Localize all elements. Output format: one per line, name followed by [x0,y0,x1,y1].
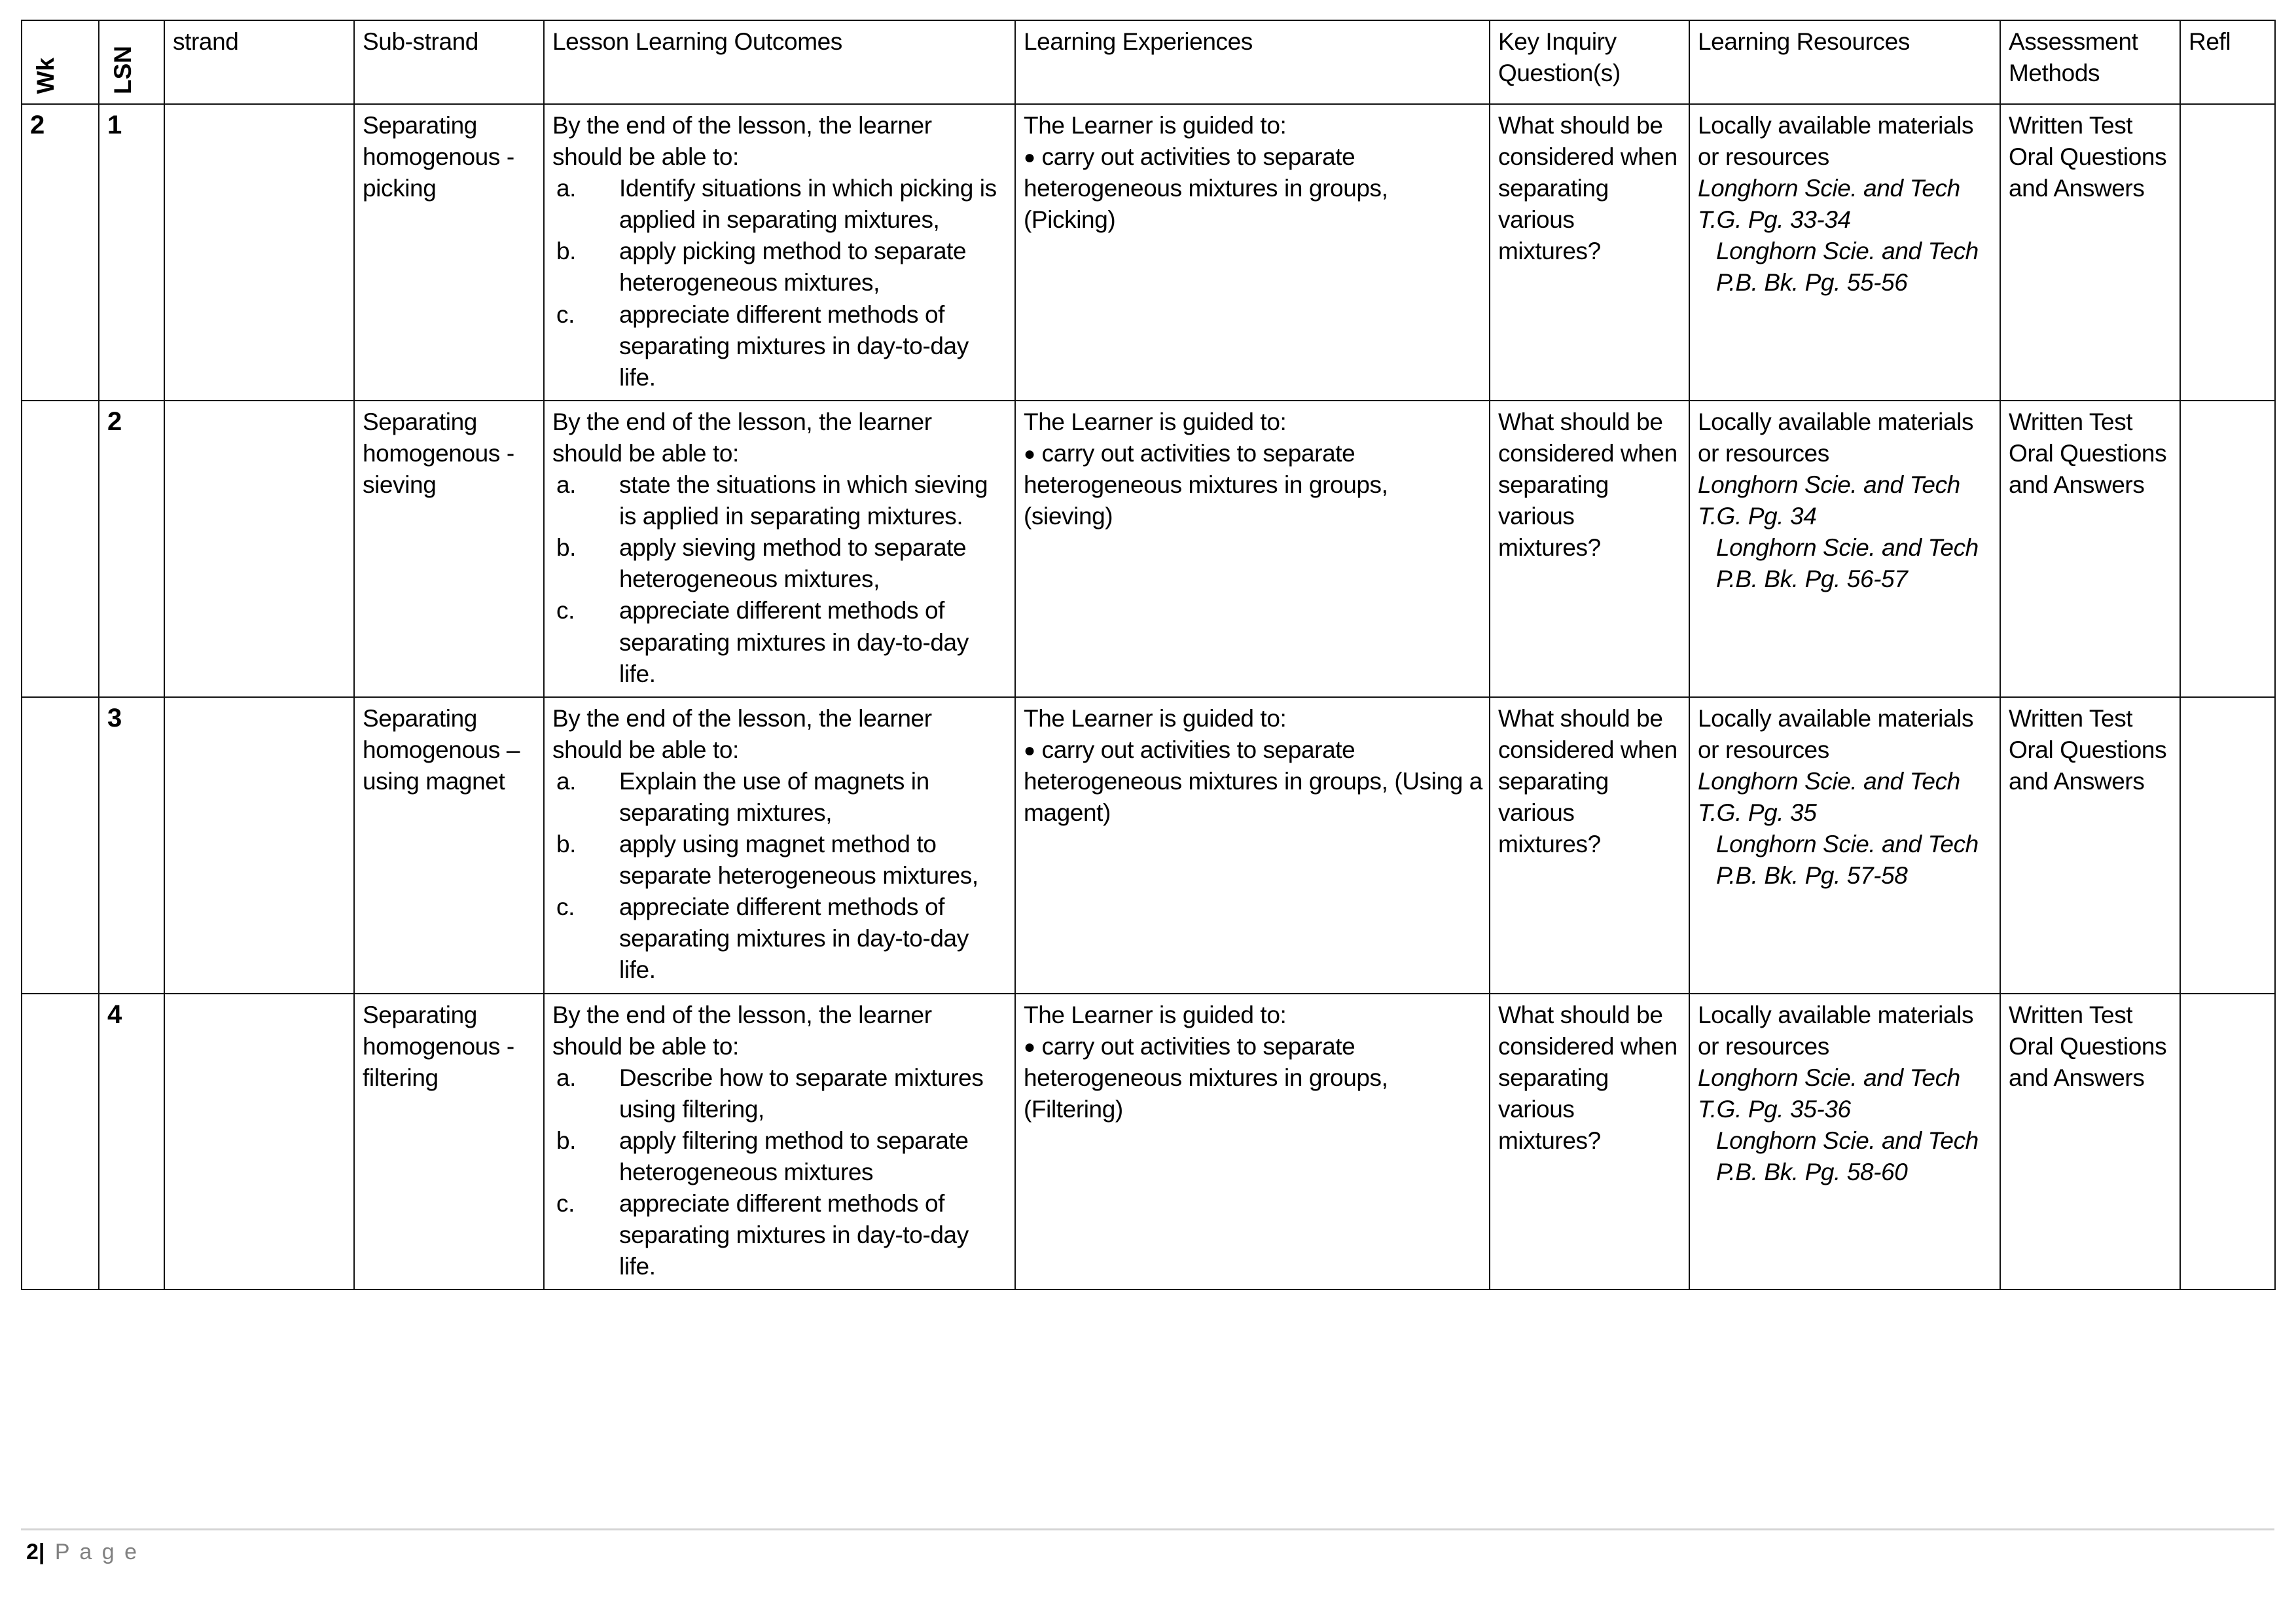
assessment-line: Oral Questions [2009,439,2167,467]
outcome-text: apply sieving method to separate heterogeneous mixtures, [619,534,967,593]
experiences-lead: The Learner is guided to: [1024,704,1287,732]
outcome-item [552,1188,1008,1282]
outcomes-lead: By the end of the lesson, the learner should be able to: [552,112,932,171]
cell-key-inquiry-question: What should be considered when separating various mixtures? [1490,401,1689,697]
outcome-text: state the situations in which sieving is applied in separating mixtures. [619,471,988,530]
resources-generic: Locally available materials or resources [1698,408,1974,467]
cell-strand [164,104,354,401]
outcome-item [552,766,1008,829]
experiences-bullet-text: carry out activities to separate heterogeneous mixtures in groups, (Using a magent) [1024,736,1482,826]
outcome-marker: c. [556,893,575,921]
header-assessment-methods [2000,20,2180,104]
outcome-item [552,532,1008,595]
assessment-line: Written Test [2009,408,2133,435]
experiences-bullet-line [1024,734,1482,829]
resources-generic: Locally available materials or resources [1698,704,1974,763]
header-assessment-line1: Assessment [2009,28,2138,55]
cell-learning-experiences [1015,697,1490,994]
cell-key-inquiry-question: What should be considered when separating various mixtures? [1490,697,1689,994]
cell-sub-strand: Separating homogenous - filtering [354,994,544,1290]
cell-refl [2180,994,2275,1290]
assessment-line: and Answers [2009,471,2145,499]
cell-assessment-methods [2000,994,2180,1290]
cell-strand [164,697,354,994]
experiences-lead: The Learner is guided to: [1024,1001,1287,1028]
cell-learning-resources [1689,994,2000,1290]
cell-lesson-learning-outcomes [544,697,1015,994]
cell-lesson-number [99,104,164,401]
assessment-line: Written Test [2009,704,2133,732]
cell-strand [164,401,354,697]
cell-week [22,104,99,401]
outcome-item [552,299,1008,393]
cell-lesson-number [99,697,164,994]
bullet-icon: ● [1024,1036,1035,1058]
footer-page-number: 2 [26,1540,39,1564]
resources-teachers-guide: Longhorn Scie. and Tech T.G. Pg. 33-34 [1698,175,1960,234]
header-lsn-label: LSN [109,45,136,94]
resources-teachers-guide: Longhorn Scie. and Tech T.G. Pg. 35 [1698,767,1960,826]
cell-learning-experiences [1015,104,1490,401]
outcomes-lead: By the end of the lesson, the learner should be able to: [552,1001,932,1060]
outcomes-list [552,469,1008,690]
table-row [22,697,2275,994]
resources-pupils-book: Longhorn Scie. and Tech P.B. Bk. Pg. 55-56 [1716,238,1979,297]
assessment-line: Written Test [2009,112,2133,139]
assessment-line: Written Test [2009,1001,2133,1028]
resources-pupils-book: Longhorn Scie. and Tech P.B. Bk. Pg. 58-60 [1716,1127,1979,1185]
cell-refl [2180,401,2275,697]
page-footer [21,1528,2274,1565]
outcome-marker: c. [556,300,575,328]
footer-separator: | [38,1540,47,1564]
outcome-item [552,829,1008,892]
experiences-bullet-text: carry out activities to separate heterogeneous mixtures in groups, (Filtering) [1024,1032,1388,1123]
outcome-marker: b. [556,831,577,858]
cell-refl [2180,104,2275,401]
assessment-line: and Answers [2009,175,2145,202]
bullet-icon: ● [1024,147,1035,169]
header-strand: strand [164,20,354,104]
cell-learning-experiences [1015,401,1490,697]
header-learning-resources: Learning Resources [1689,20,2000,104]
outcome-marker: b. [556,1127,577,1154]
bullet-icon: ● [1024,442,1035,465]
bullet-icon: ● [1024,739,1035,761]
table-row [22,104,2275,401]
assessment-line: Oral Questions [2009,1032,2167,1060]
week-number: 2 [30,111,45,139]
experiences-bullet-line [1024,141,1482,236]
experiences-bullet-text: carry out activities to separate heterogeneous mixtures in groups, (Picking) [1024,143,1388,234]
outcome-item [552,892,1008,986]
outcome-item [552,469,1008,532]
outcome-text: appreciate different methods of separating mixtures in day-to-day life. [619,300,969,391]
outcome-item [552,1062,1008,1125]
cell-lesson-number [99,994,164,1290]
header-wk-label: Wk [32,58,59,94]
outcome-marker: a. [556,1064,577,1091]
table-row [22,401,2275,697]
footer-divider [21,1528,2274,1530]
experiences-bullet-text: carry out activities to separate heterogeneous mixtures in groups, (sieving) [1024,439,1388,530]
table-header [22,20,2275,104]
table-body [22,104,2275,1290]
resources-generic: Locally available materials or resources [1698,112,1974,171]
cell-lesson-number [99,401,164,697]
outcome-marker: c. [556,597,575,624]
resources-generic: Locally available materials or resources [1698,1001,1974,1060]
header-key-inquiry-questions [1490,20,1689,104]
outcome-text: apply picking method to separate heterogeneous mixtures, [619,238,967,297]
outcomes-lead: By the end of the lesson, the learner should be able to: [552,704,932,763]
cell-sub-strand: Separating homogenous – using magnet [354,697,544,994]
cell-assessment-methods [2000,697,2180,994]
assessment-line: Oral Questions [2009,143,2167,171]
cell-key-inquiry-question: What should be considered when separating various mixtures? [1490,994,1689,1290]
outcomes-list [552,1062,1008,1283]
outcome-marker: b. [556,534,577,562]
outcome-item [552,236,1008,298]
cell-sub-strand: Separating homogenous - sieving [354,401,544,697]
cell-lesson-learning-outcomes [544,994,1015,1290]
cell-assessment-methods [2000,104,2180,401]
outcomes-list [552,173,1008,393]
outcome-item [552,595,1008,689]
experiences-bullet-line [1024,1031,1482,1125]
experiences-lead: The Learner is guided to: [1024,408,1287,435]
experiences-bullet-line [1024,438,1482,532]
cell-key-inquiry-question: What should be considered when separating various mixtures? [1490,104,1689,401]
resources-pupils-book: Longhorn Scie. and Tech P.B. Bk. Pg. 57-58 [1716,831,1979,890]
outcomes-list [552,766,1008,986]
lesson-number: 2 [107,406,122,436]
outcome-text: appreciate different methods of separating mixtures in day-to-day life. [619,597,969,687]
cell-sub-strand: Separating homogenous - picking [354,104,544,401]
cell-learning-resources [1689,697,2000,994]
outcome-text: Explain the use of magnets in separating mixtures, [619,767,929,826]
header-key-inquiry-line1: Key Inquiry [1498,28,1617,55]
outcome-text: appreciate different methods of separating mixtures in day-to-day life. [619,1190,969,1280]
header-refl: Refl [2180,20,2275,104]
header-wk [22,20,99,104]
outcome-text: apply using magnet method to separate heterogeneous mixtures, [619,831,978,890]
outcome-item [552,173,1008,236]
resources-pupils-book: Longhorn Scie. and Tech P.B. Bk. Pg. 56-57 [1716,534,1979,593]
outcome-marker: a. [556,471,577,499]
outcome-marker: c. [556,1190,575,1218]
cell-week [22,401,99,697]
cell-learning-resources [1689,104,2000,401]
header-assessment-line2: Methods [2009,60,2100,87]
cell-assessment-methods [2000,401,2180,697]
table-row [22,994,2275,1290]
cell-lesson-learning-outcomes [544,104,1015,401]
scheme-of-work-table [21,20,2276,1290]
cell-lesson-learning-outcomes [544,401,1015,697]
header-lsn [99,20,164,104]
outcome-text: Describe how to separate mixtures using filtering, [619,1064,984,1123]
outcome-marker: a. [556,175,577,202]
header-sub-strand: Sub-strand [354,20,544,104]
header-learning-experiences: Learning Experiences [1015,20,1490,104]
outcome-text: Identify situations in which picking is applied in separating mixtures, [619,175,997,234]
cell-learning-experiences [1015,994,1490,1290]
cell-learning-resources [1689,401,2000,697]
outcomes-lead: By the end of the lesson, the learner should be able to: [552,408,932,467]
assessment-line: Oral Questions [2009,736,2167,763]
resources-teachers-guide: Longhorn Scie. and Tech T.G. Pg. 35-36 [1698,1064,1960,1123]
lesson-number: 4 [107,1000,122,1029]
cell-refl [2180,697,2275,994]
assessment-line: and Answers [2009,1064,2145,1091]
experiences-lead: The Learner is guided to: [1024,112,1287,139]
resources-teachers-guide: Longhorn Scie. and Tech T.G. Pg. 34 [1698,471,1960,530]
footer-page-label: P a g e [54,1540,139,1564]
outcome-item [552,1125,1008,1188]
outcome-marker: b. [556,238,577,265]
lesson-number: 1 [107,111,122,139]
footer-text [21,1540,2274,1565]
lesson-number: 3 [107,703,122,732]
outcome-text: appreciate different methods of separating mixtures in day-to-day life. [619,893,969,984]
header-row [22,20,2275,104]
cell-strand [164,994,354,1290]
assessment-line: and Answers [2009,767,2145,795]
header-key-inquiry-line2: Question(s) [1498,60,1621,87]
header-lesson-learning-outcomes: Lesson Learning Outcomes [544,20,1015,104]
outcome-text: apply filtering method to separate heterogeneous mixtures [619,1127,969,1185]
cell-week [22,994,99,1290]
outcome-marker: a. [556,767,577,795]
cell-week [22,697,99,994]
